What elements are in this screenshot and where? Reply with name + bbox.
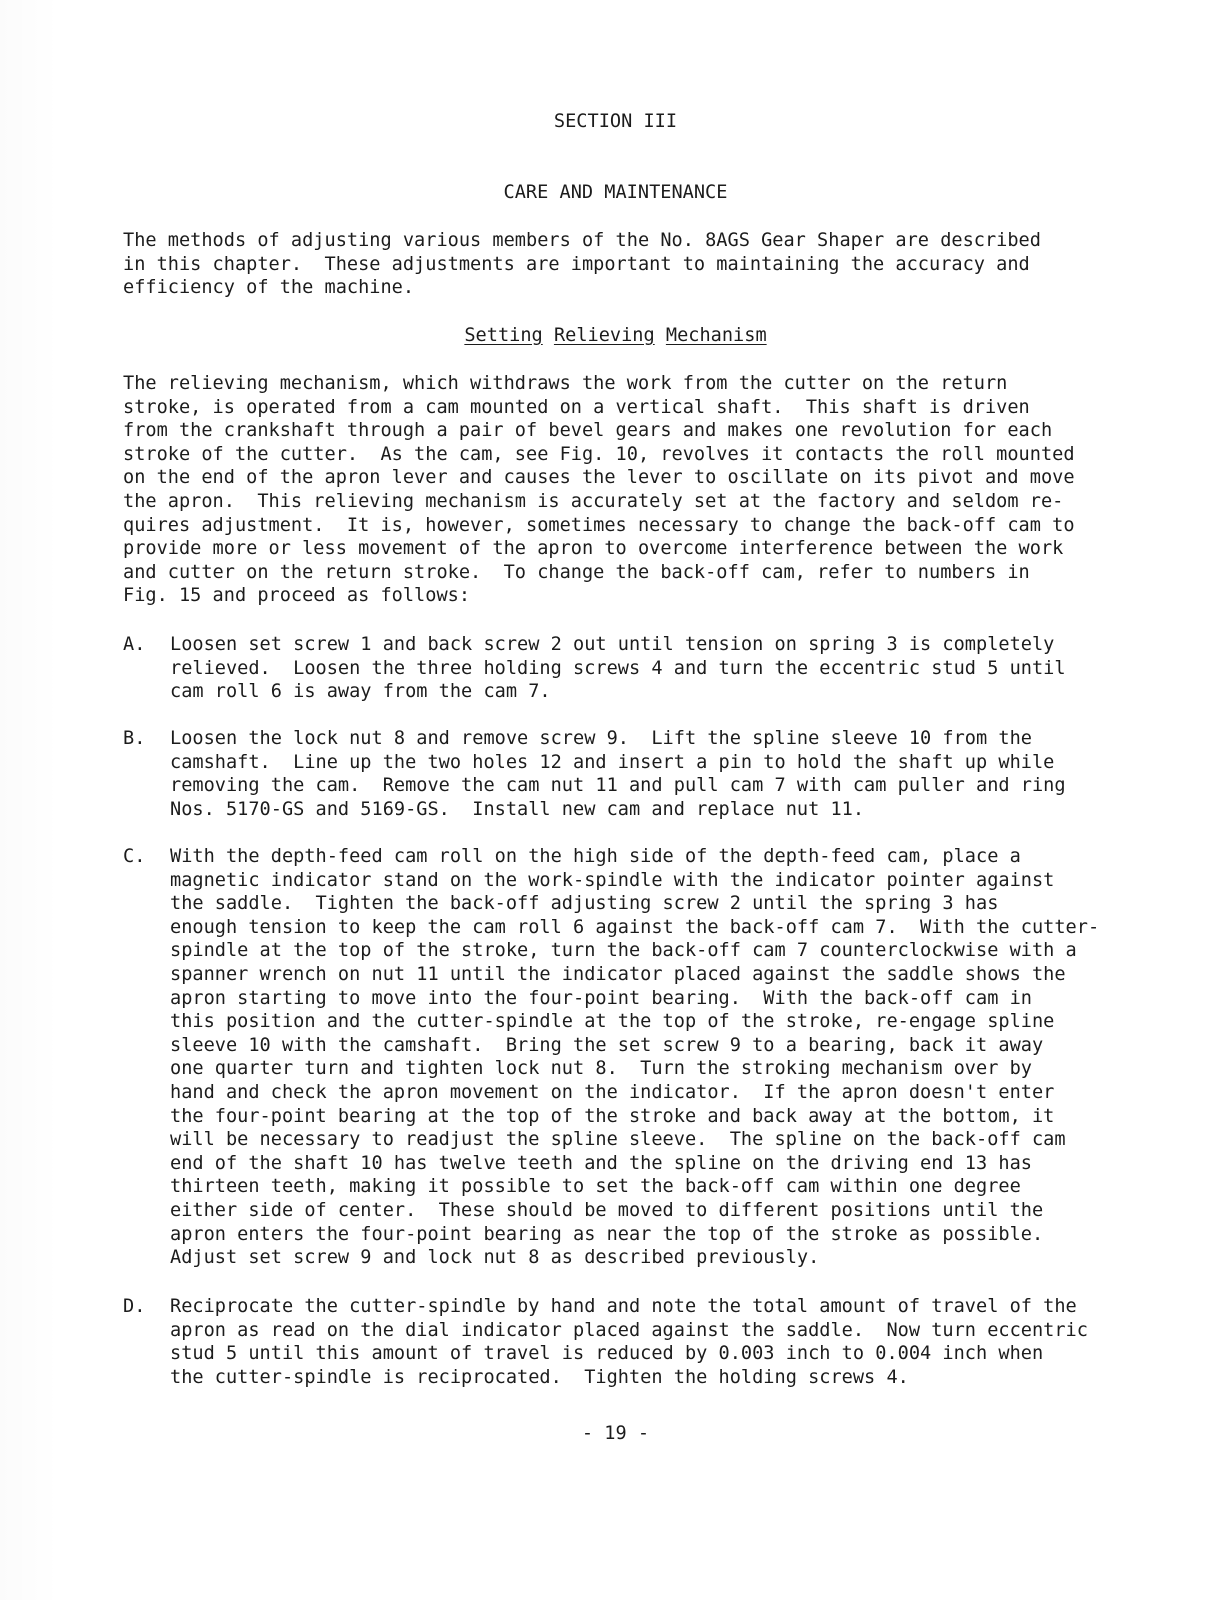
step-body bbox=[170, 1295, 1088, 1389]
step-body bbox=[170, 845, 1099, 1270]
text-line: cam roll 6 is away from the cam 7. bbox=[170, 681, 551, 703]
scan-edge-shading bbox=[0, 0, 60, 1600]
subheading bbox=[0, 324, 1231, 348]
text-line: stroke of the cutter. As the cam, see Fig. 10, revolves it contacts the roll mounted bbox=[123, 443, 1075, 465]
chapter-title: CARE AND MAINTENANCE bbox=[503, 182, 728, 203]
text-line: Reciprocate the cutter-spindle by hand and note the total amount of travel of the bbox=[170, 1296, 1077, 1317]
step-body bbox=[170, 633, 1066, 704]
step-body bbox=[170, 727, 1066, 821]
text-line: on the end of the apron lever and causes the lever to oscillate on its pivot and move bbox=[123, 467, 1075, 489]
text-line: spanner wrench on nut 11 until the indicator placed against the saddle shows the bbox=[170, 963, 1066, 985]
section-label: SECTION III bbox=[553, 111, 678, 132]
step-letter: B. bbox=[123, 728, 146, 749]
text-line: the apron. This relieving mechanism is accurately set at the factory and seldom re- bbox=[123, 490, 1064, 512]
page-number: - 19 - bbox=[581, 1423, 650, 1444]
text-line: end of the shaft 10 has twelve teeth and the spline on the driving end 13 has bbox=[170, 1152, 1032, 1174]
text-line: the cutter-spindle is reciprocated. Tighten the holding screws 4. bbox=[170, 1366, 909, 1388]
text-line: enough tension to keep the cam roll 6 against the back-off cam 7. With the cutter- bbox=[170, 916, 1100, 938]
text-line: stroke, is operated from a cam mounted on a vertical shaft. This shaft is driven bbox=[123, 396, 1030, 418]
text-line: in this chapter. These adjustments are important to maintaining the accuracy and bbox=[123, 253, 1030, 275]
text-line: the four-point bearing at the top of the stroke and back away at the bottom, it bbox=[170, 1105, 1055, 1127]
text-line: one quarter turn and tighten lock nut 8. Turn the stroking mechanism over by bbox=[170, 1058, 1032, 1080]
text-line: this position and the cutter-spindle at the top of the stroke, re-engage spline bbox=[170, 1011, 1055, 1033]
text-line: The relieving mechanism, which withdraws the work from the cutter on the return bbox=[123, 373, 1008, 394]
intro-paragraph bbox=[123, 229, 1041, 300]
text-line: the saddle. Tighten the back-off adjusting screw 2 until the spring 3 has bbox=[170, 893, 999, 915]
text-line: quires adjustment. It is, however, sometimes necessary to change the back-off cam to bbox=[123, 514, 1075, 536]
relieving-mechanism-paragraph bbox=[123, 372, 1075, 608]
text-line: apron enters the four-point bearing as near the top of the stroke as possible. bbox=[170, 1223, 1044, 1245]
text-line: stud 5 until this amount of travel is reduced by 0.003 inch to 0.004 inch when bbox=[170, 1343, 1044, 1365]
text-line: efficiency of the machine. bbox=[123, 277, 415, 299]
text-line: Nos. 5170-GS and 5169-GS. Install new cam and replace nut 11. bbox=[170, 798, 865, 820]
text-line: from the crankshaft through a pair of bevel gears and makes one revolution for each bbox=[123, 420, 1053, 442]
text-line: apron starting to move into the four-point bearing. With the back-off cam in bbox=[170, 987, 1032, 1009]
text-line: Adjust set screw 9 and lock nut 8 as described previously. bbox=[170, 1247, 820, 1269]
text-line: apron as read on the dial indicator placed against the saddle. Now turn eccentric bbox=[170, 1319, 1088, 1341]
text-line: and cutter on the return stroke. To change the back-off cam, refer to numbers in bbox=[123, 561, 1030, 583]
text-line: Loosen set screw 1 and back screw 2 out until tension on spring 3 is completely bbox=[170, 634, 1055, 655]
text-line: thirteen teeth, making it possible to set the back-off cam within one degree bbox=[170, 1176, 1021, 1198]
step-letter: D. bbox=[123, 1296, 146, 1317]
text-line: removing the cam. Remove the cam nut 11 and pull cam 7 with cam puller and ring bbox=[170, 775, 1066, 797]
subheading-word: Setting bbox=[464, 325, 543, 346]
text-line: hand and check the apron movement on the indicator. If the apron doesn't enter bbox=[170, 1081, 1055, 1103]
subheading-word: Relieving bbox=[553, 325, 655, 346]
text-line: The methods of adjusting various members of the No. 8AGS Gear Shaper are described bbox=[123, 230, 1041, 251]
subheading-word: Mechanism bbox=[665, 325, 767, 346]
text-line: With the depth-feed cam roll on the high side of the depth-feed cam, place a bbox=[170, 846, 1021, 867]
text-line: camshaft. Line up the two holes 12 and insert a pin to hold the shaft up while bbox=[170, 751, 1055, 773]
text-line: either side of center. These should be moved to different positions until the bbox=[170, 1199, 1044, 1221]
text-line: Fig. 15 and proceed as follows: bbox=[123, 585, 471, 607]
text-line: sleeve 10 with the camshaft. Bring the set screw 9 to a bearing, back it away bbox=[170, 1034, 1044, 1056]
step-letter: C. bbox=[123, 846, 146, 867]
text-line: spindle at the top of the stroke, turn the back-off cam 7 counterclockwise with a bbox=[170, 940, 1077, 962]
text-line: relieved. Loosen the three holding screws 4 and turn the eccentric stud 5 until bbox=[170, 657, 1066, 679]
text-line: Loosen the lock nut 8 and remove screw 9. Lift the spline sleeve 10 from the bbox=[170, 728, 1032, 749]
text-line: magnetic indicator stand on the work-spindle with the indicator pointer against bbox=[170, 869, 1055, 891]
text-line: will be necessary to readjust the spline sleeve. The spline on the back-off cam bbox=[170, 1129, 1066, 1151]
step-letter: A. bbox=[123, 634, 146, 655]
text-line: provide more or less movement of the apron to overcome interference between the work bbox=[123, 538, 1064, 560]
